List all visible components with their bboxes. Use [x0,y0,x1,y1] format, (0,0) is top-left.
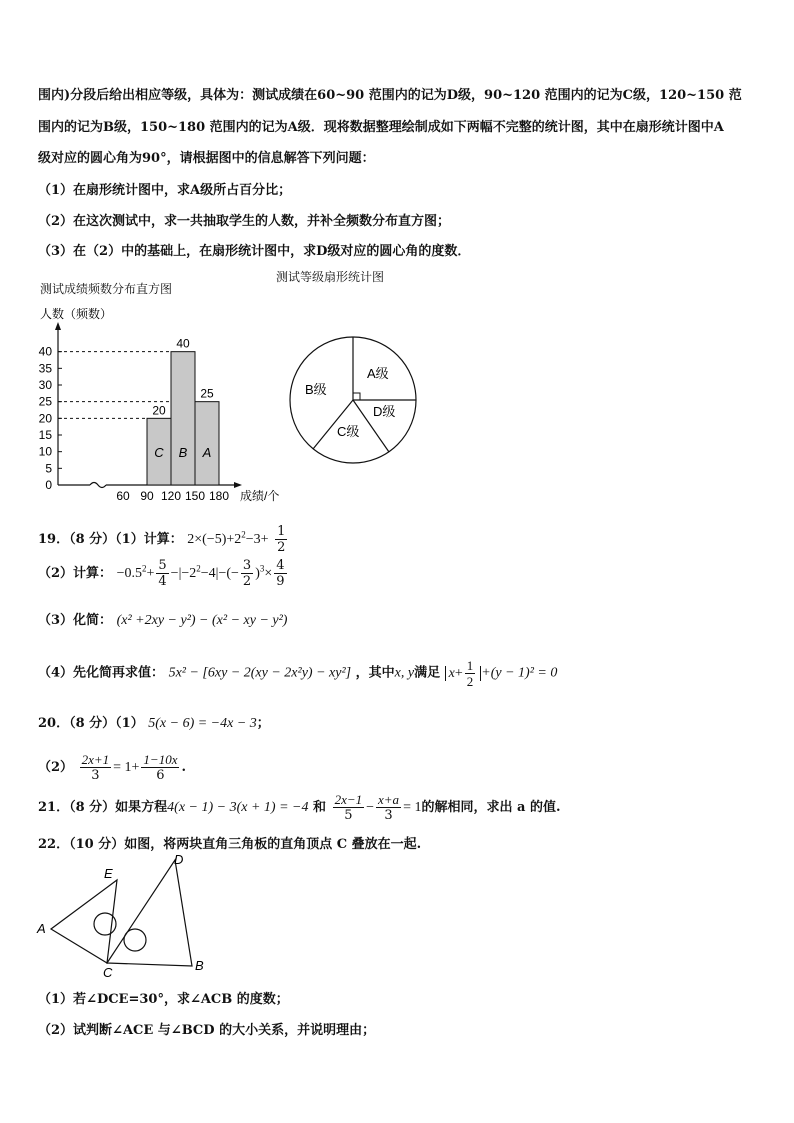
y-tick-label: 35 [38,361,52,376]
x-tick-label: 120 [160,489,182,503]
q19-expr3: (x² +2xy − y²) − (x² − xy − y²) [116,613,288,628]
q19-expr1: $2\times(-5)+2^2-3+$ [187,529,269,547]
histogram-ylabel: 人数（频数） [40,307,113,321]
q20-head: 20．（8 分）（1） [38,716,144,731]
point-a: A [37,921,46,936]
bar-category-label: C [154,445,164,460]
point-d: D [174,852,184,867]
point-b: B [195,958,204,973]
q22-part2: （2）试判断∠ACE 与∠BCD 的大小关系，并说明理由； [38,1023,376,1038]
q21: 21．（8 分）如果方程4(x − 1) − 3(x + 1) = −4 和 $\frac{2x-1}{5}$ − $\frac{x+a}{3}$ = 1的解相同，求出 a 的值. [38,792,561,823]
y-tick-label: 10 [38,444,52,459]
q20-part2: （2） $\frac{2x+1}{3}$ = 1+ $\frac{1-10x}{6}$ . [38,752,186,783]
q19-part2: （2）计算： $-0.5^2+$ $\frac{5}{4}$ $-|-2^2-4|-(-$ $\frac{3}{2}$ )$^3$× $\frac{4}{9}$ [38,558,285,589]
x-tick-label: 90 [140,489,154,503]
y-tick-label: 20 [38,411,52,426]
q19-expr2: $-0.5^2+$ [116,563,155,581]
q19-part4: （4）先化简再求值： 5x² − [6xy − 2(xy − 2x²y) − xy²] ，其中x, y满足 x+ $\frac{1}{2}$ +(y − 1)² = 0 [38,658,558,689]
pie-label-b: B级 [305,382,327,397]
q19-frac-half: $\frac{1}{2}$ [277,524,286,555]
q19-part1 [38,524,289,555]
point-e: E [104,866,113,881]
q20-expr1: 5(x − 6) = −4x − 3 [148,716,257,731]
bar-category-label: A [202,445,212,460]
histogram-bar-A [195,402,219,485]
pie-title: 测试等级扇形统计图 [276,270,385,284]
bar-value-label: 20 [152,403,166,418]
pie-label-c: C级 [337,424,360,439]
q19-part3 [38,609,287,629]
question-1: （1）在扇形统计图中，求A级所占百分比； [38,183,292,198]
y-tick-label: 15 [38,428,52,442]
q19-p4: （4）先化简再求值： [38,665,165,681]
q19-p2: （2）计算： [38,566,113,581]
q22-part1: （1）若∠DCE=30°，求∠ACB 的度数； [38,992,289,1007]
pie-label-a: A级 [367,366,389,381]
question-3: （3）在（2）中的基础上，在扇形统计图中，求D级对应的圆心角的度数． [38,244,471,259]
y-tick-label: 5 [45,461,52,476]
histogram-title: 测试成绩频数分布直方图 [40,282,173,296]
point-c: C [103,965,113,980]
bar-value-label: 40 [176,336,190,351]
intro-line-1: 围内)分段后给出相应等级，具体为：测试成绩在60~90 范围内的记为D级，90~120 范围内的记为C级，120~150 范 [38,88,742,103]
pie-label-d: D级 [373,404,396,419]
q19-expr4: 5x² − [6xy − 2(xy − 2x²y) − xy²] [168,665,352,681]
q19-head: 19．（8 分）（1）计算： [38,532,183,547]
histogram-xlabel: 成绩/个 [240,489,280,503]
q22-head: 22．（10 分）如图，将两块直角三角板的直角顶点 C 叠放在一起. [38,837,422,852]
x-tick-label: 60 [116,489,130,503]
pie-chart [285,300,445,470]
y-tick-label: 30 [38,378,52,392]
bar-value-label: 25 [200,386,214,401]
triangle-figure [35,850,215,980]
q20-part1: 20．（8 分）（1） 5(x − 6) = −4x − 3； [38,716,270,731]
q19-abs: x+ $\frac{1}{2}$ [445,666,482,681]
histogram-bar-B [171,352,195,485]
q21-head: 21．（8 分）如果方程 [38,800,168,815]
x-tick-label: 150 [184,489,206,503]
y-tick-label: 25 [38,394,52,409]
y-tick-label: 0 [45,478,52,492]
q19-p3: （3）化简： [38,613,113,628]
x-tick-label: 180 [208,489,230,503]
histogram-chart [30,300,300,510]
intro-line-3: 级对应的圆心角为90°，请根据图中的信息解答下列问题： [38,151,375,166]
q20-p2: （2） [38,760,74,775]
y-tick-label: 40 [38,344,52,359]
question-2: （2）在这次测试中，求一共抽取学生的人数，并补全频数分布直方图； [38,214,451,229]
intro-line-2: 围内的记为B级，150~180 范围内的记为A级．现将数据整理绘制成如下两幅不完整的统计图，其中在扇形统计图中A [38,120,724,135]
bar-category-label: B [178,445,188,460]
